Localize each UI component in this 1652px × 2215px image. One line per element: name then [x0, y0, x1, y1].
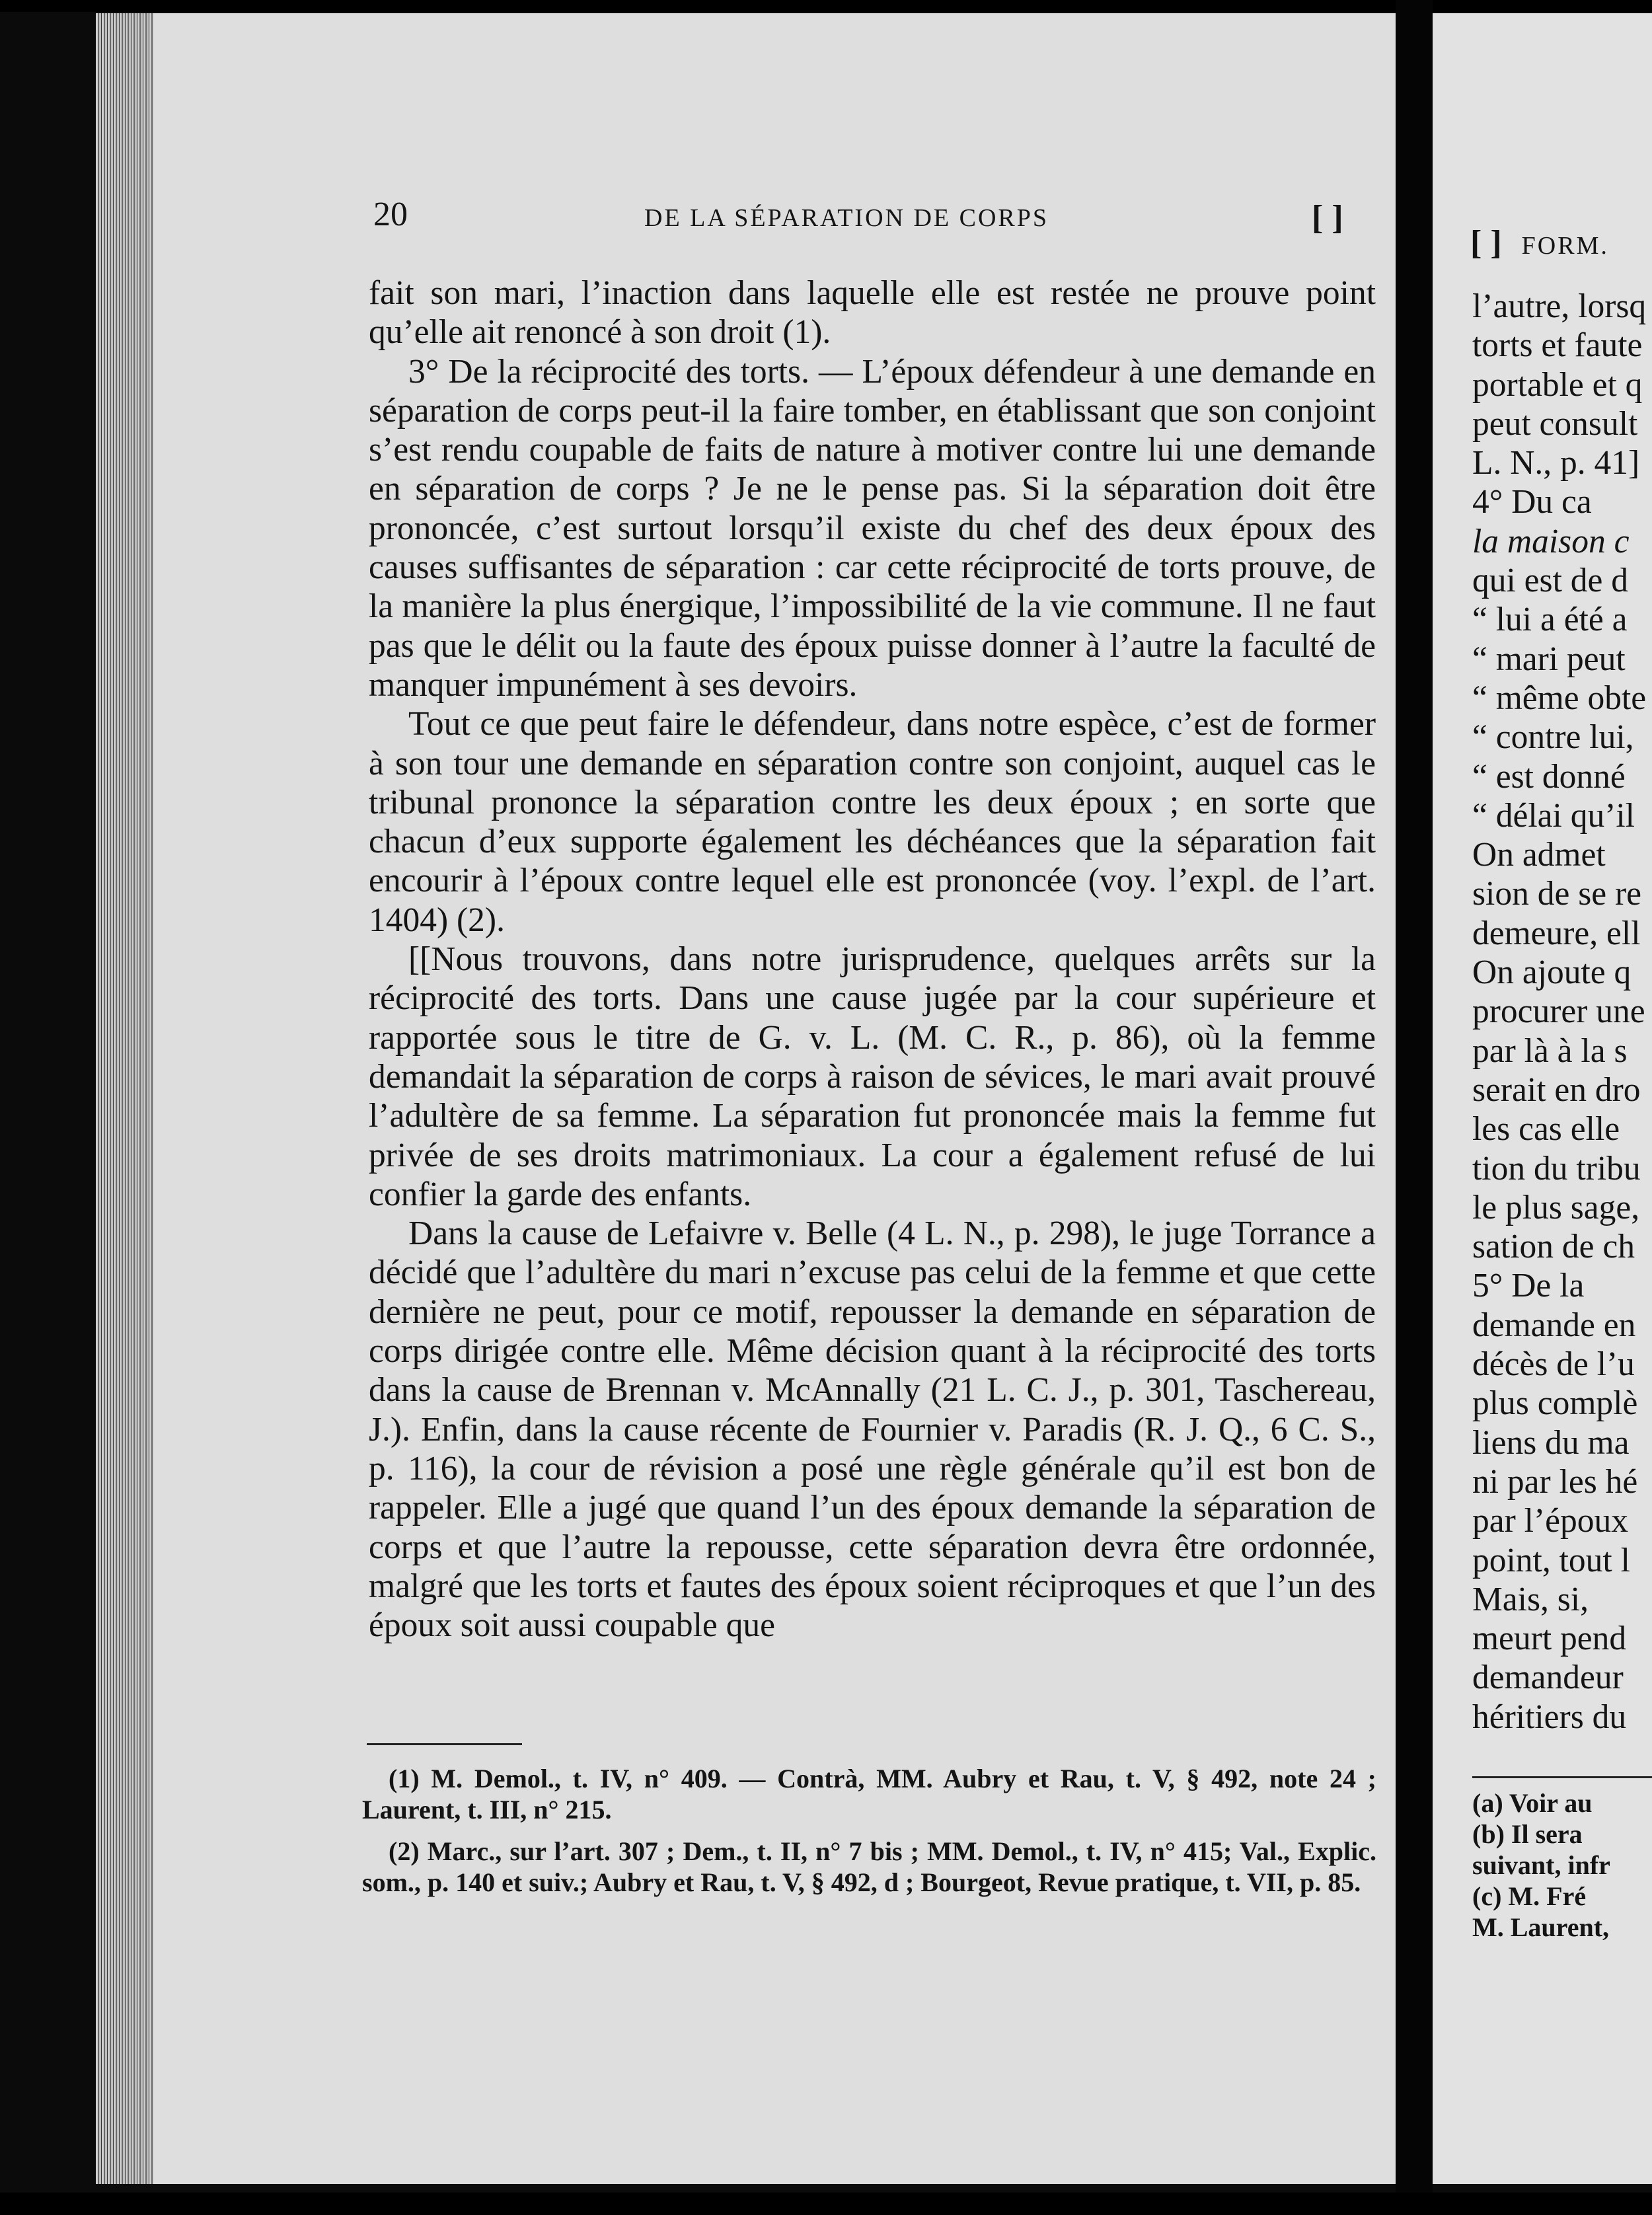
right-line: liens du ma — [1472, 1423, 1630, 1462]
right-line: 4° Du ca — [1472, 483, 1592, 521]
right-running-title: FORM. — [1521, 232, 1609, 260]
right-line: L. N., p. 41] — [1472, 444, 1640, 482]
right-line: demandeur — [1472, 1659, 1624, 1697]
footnote: (2) Marc., sur l’art. 307 ; Dem., t. II, n° 7 bis ; MM. Demol., t. IV, n° 415; Val., Explic. som., p. 140 et suiv.; Aubry et Rau, t. V, § 492, d ; Bourgeot, Revue pratique, t. VII, p. 85. — [362, 1836, 1376, 1897]
right-line: les cas elle — [1472, 1110, 1620, 1148]
right-line: On admet — [1472, 836, 1606, 874]
right-running-head — [1470, 223, 1609, 262]
right-line: Mais, si, — [1472, 1580, 1589, 1618]
right-line: ni par les hé — [1472, 1462, 1638, 1501]
right-line: le plus sage, — [1472, 1188, 1640, 1226]
right-line: meurt pend — [1472, 1620, 1627, 1658]
footnotes — [362, 1763, 1376, 1908]
right-line: “ délai qu’il — [1472, 796, 1635, 835]
right-page — [1433, 13, 1652, 2184]
right-line: “ contre lui, — [1472, 718, 1634, 757]
paragraph: 3° De la réciprocité des torts. — L’époux défendeur à une demande en séparation de corps peut-il la faire tomber, en établissant que son conjoint s’est rendu coupable de faits de nature à motiver contre lui une demande en séparation de corps ? Je ne le pense pas. Si la séparation doit être prononcée, c’est surtout lorsqu’il existe du chef des deux époux des causes suffisantes de séparation : car cette réciprocité de torts prouve, de la manière la plus énergique, l’impossibilité de la vie commune. Il ne faut pas que le délit ou la faute des époux puisse donner à l’autre la faculté de manquer impunément à ses devoirs. — [369, 352, 1376, 704]
paragraph: fait son mari, l’inaction dans laquelle elle est restée ne prouve point qu’elle ait renoncé à son droit (1). — [369, 274, 1376, 352]
right-line: l’autre, lorsq — [1472, 287, 1647, 325]
book-gutter — [1396, 0, 1433, 2215]
footnote-rule — [367, 1743, 522, 1745]
right-line: peut consult — [1472, 404, 1638, 443]
right-line: On ajoute q — [1472, 954, 1632, 992]
right-line: demande en — [1472, 1306, 1636, 1344]
right-line: sation de ch — [1472, 1228, 1635, 1266]
paragraph: Dans la cause de Lefaivre v. Belle (4 L. N., p. 298), le juge Torrance a décidé que l’adultère du mari n’excuse pas celui de la femme et que cette dernière ne peut, pour ce motif, repousser la demande en séparation de corps dirigée contre elle. Même décision quant à la réciprocité des torts dans la cause de Brennan v. McAnnally (21 L. C. J., p. 301, Taschereau, J.). Enfin, dans la cause récente de Fournier v. Paradis (R. J. Q., 6 C. S., p. 116), la cour de révision a posé une règle générale qu’il est bon de rappeler. Elle a jugé que quand l’un des époux demande la séparation de corps et que l’autre la repousse, cette séparation devra être ordonnée, malgré que les torts et fautes des époux soient réciproques et que l’un des époux soit aussi coupable que — [369, 1215, 1376, 1645]
main-text — [369, 274, 1376, 1645]
right-line: demeure, ell — [1472, 914, 1641, 952]
right-line: plus complè — [1472, 1384, 1638, 1423]
right-line: 5° De la — [1472, 1267, 1585, 1305]
right-line: décès de l’u — [1472, 1345, 1635, 1384]
right-line: serait en dro — [1472, 1070, 1641, 1109]
right-line: portable et q — [1472, 365, 1643, 404]
right-footnote-line: suivant, infr — [1472, 1850, 1610, 1880]
right-line: “ est donné — [1472, 757, 1626, 796]
right-footnotes — [1472, 1787, 1610, 1943]
right-line: procurer une — [1472, 993, 1645, 1031]
right-line: héritiers du — [1472, 1698, 1627, 1736]
right-footnote-line: (b) Il sera — [1472, 1819, 1583, 1849]
right-line: torts et faute — [1472, 326, 1643, 365]
paragraph: [[Nous trouvons, dans notre jurisprudence, quelques arrêts sur la réciprocité des torts. Dans une cause jugée par la cour supérieure et rapportée sous le titre de G. v. L. (M. C. R., p. 86), où la femme demandait la séparation de corps à raison de sévices, le mari avait prouvé l’adultère de sa femme. La séparation fut prononcée mais la femme fut privée de ses droits matrimoniaux. La cour a également refusé de lui confier la garde des enfants. — [369, 940, 1376, 1213]
page-number: 20 — [373, 196, 408, 233]
right-page-text — [1472, 287, 1646, 1737]
book-page-edges — [96, 13, 155, 2184]
running-title: DE LA SÉPARATION DE CORPS — [644, 204, 1049, 232]
footnote: (1) M. Demol., t. IV, n° 409. — Contrà, MM. Aubry et Rau, t. V, § 492, note 24 ; Laurent, t. III, n° 215. — [362, 1764, 1376, 1824]
right-line: “ même obte — [1472, 679, 1647, 717]
right-line: point, tout l — [1472, 1541, 1630, 1579]
right-head-bracket: [ ] — [1470, 224, 1502, 262]
right-line: qui est de d — [1472, 562, 1628, 600]
right-line: la maison c — [1472, 522, 1630, 560]
right-footnote-line: (c) M. Fré — [1472, 1881, 1587, 1911]
right-line: par l’époux — [1472, 1502, 1628, 1540]
right-line: sion de se re — [1472, 875, 1641, 913]
right-line: “ lui a été a — [1472, 601, 1628, 639]
right-footnote-line: (a) Voir au — [1472, 1788, 1593, 1818]
paragraph: Tout ce que peut faire le défendeur, dans notre espèce, c’est de former à son tour une demande en séparation contre son conjoint, auquel cas le tribunal prononce la séparation contre les deux époux ; en sorte que chacun d’eux supporte également les déchéances que la séparation fait encourir à l’époux contre lequel elle est prononcée (voy. l’expl. de l’art. 1404) (2). — [369, 705, 1376, 939]
running-head-bracket: [ ] — [1312, 199, 1343, 237]
scan-frame-bottom — [0, 2193, 1652, 2215]
right-footnote-line: M. Laurent, — [1472, 1912, 1610, 1942]
right-line: tion du tribu — [1472, 1149, 1641, 1187]
right-line: “ mari peut — [1472, 640, 1626, 678]
right-footnote-rule — [1472, 1776, 1652, 1778]
right-line: par là à la s — [1472, 1032, 1628, 1070]
